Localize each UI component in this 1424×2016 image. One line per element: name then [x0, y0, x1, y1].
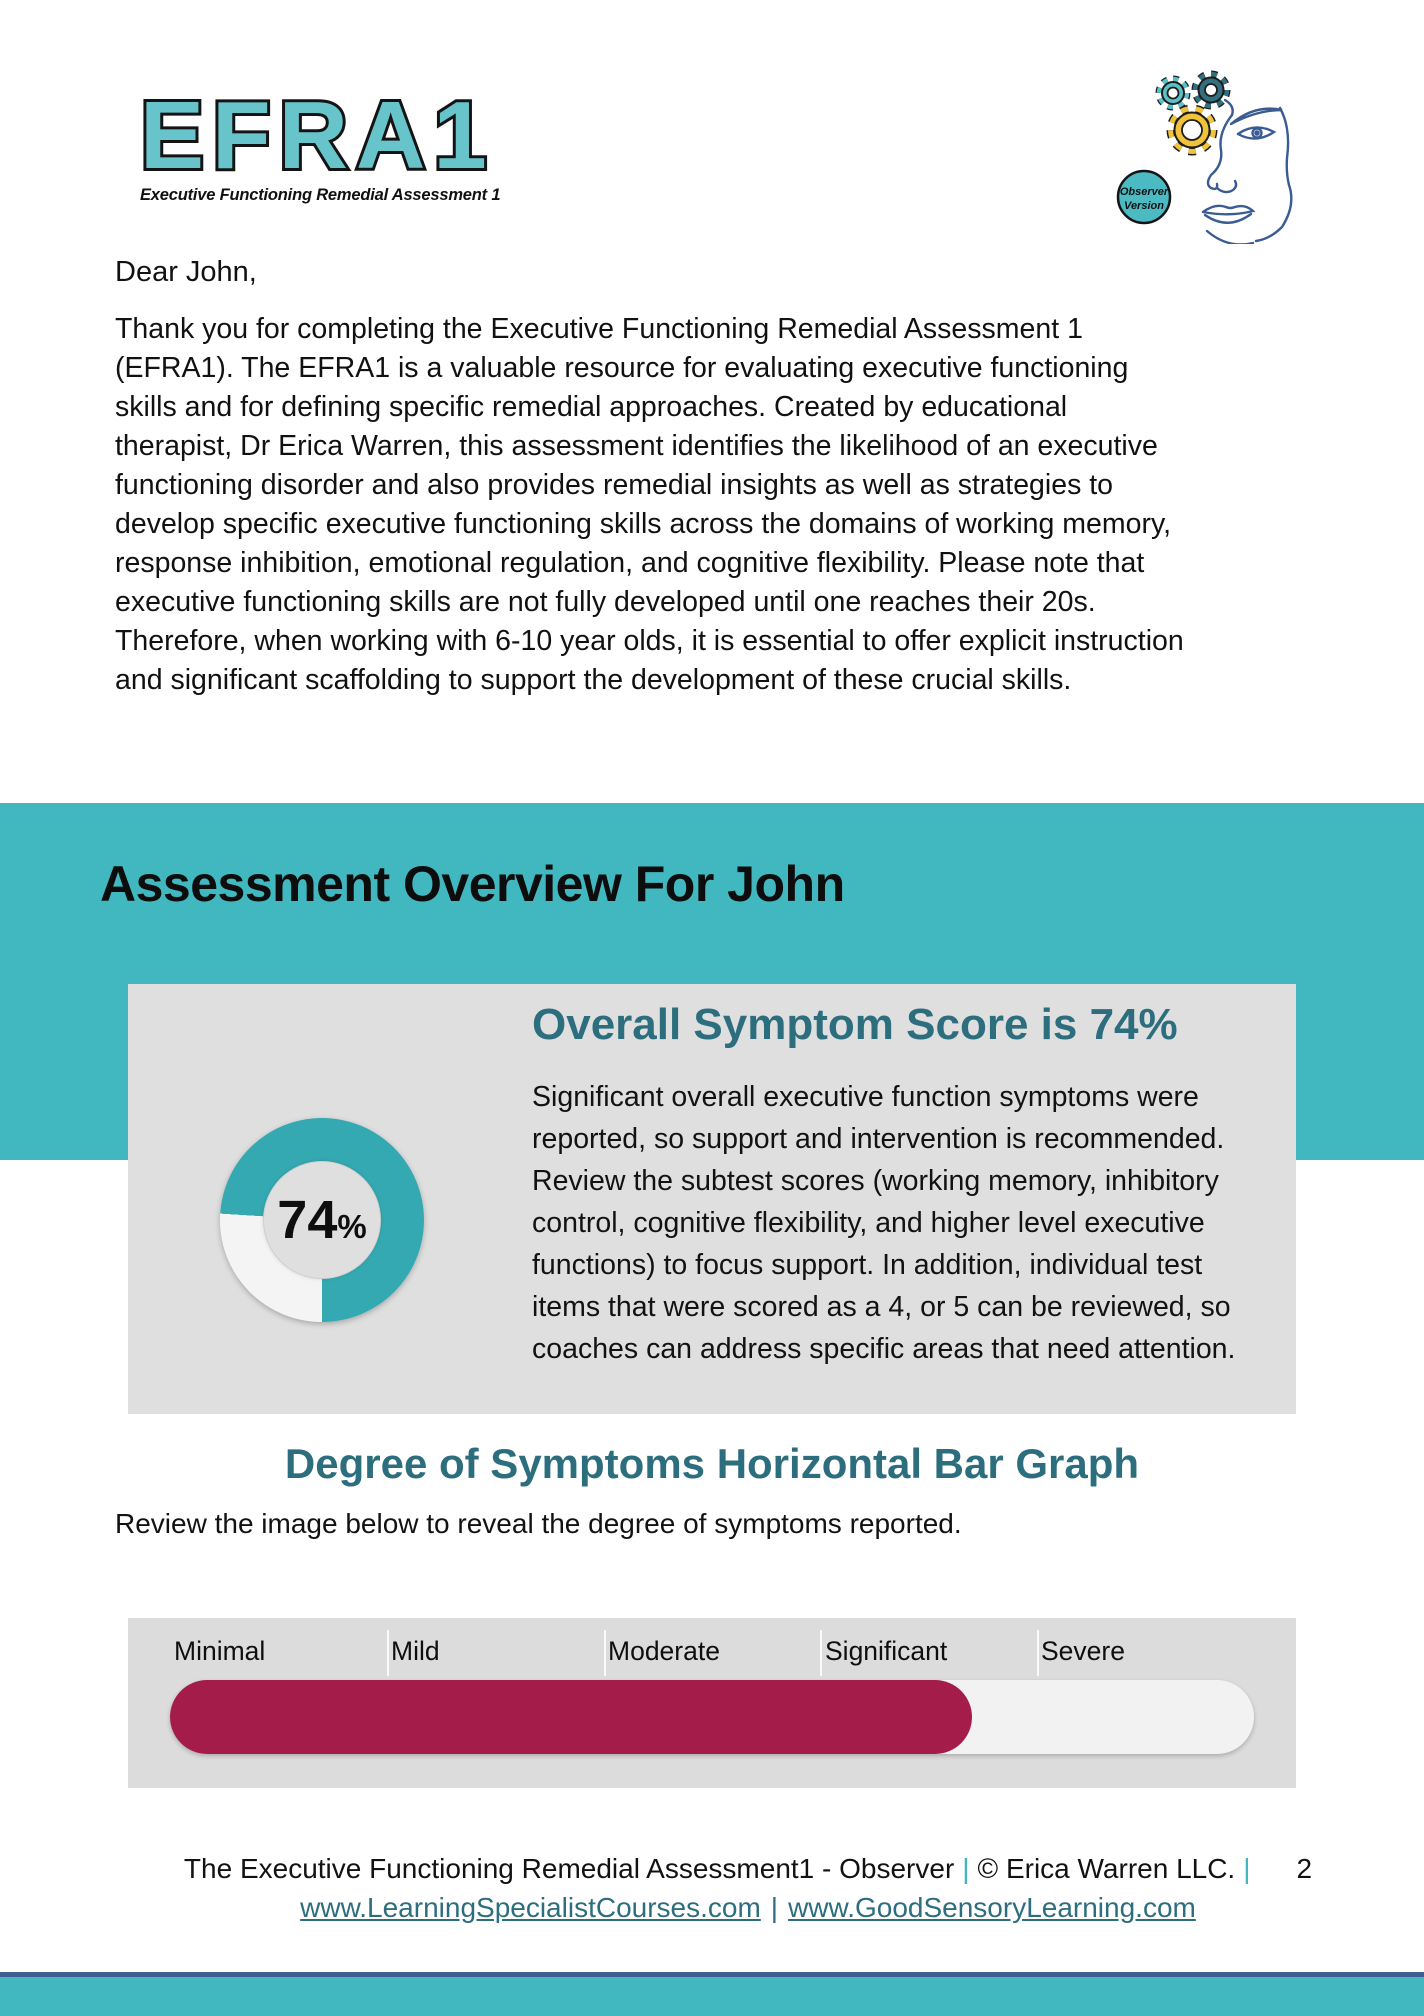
bar-scale-label-moderate: Moderate — [608, 1636, 720, 1666]
bar-graph-caption: Review the image below to reveal the degree of symptoms reported. — [115, 1508, 962, 1539]
efra1-logo-title: EFRA1 — [140, 82, 495, 189]
intro-paragraph: Thank you for completing the Executive Functioning Remedial Assessment 1 (EFRA1). The EFRA1 is a valuable resource for evaluating executive functioning skills and for defining specific remedial approaches. Created by educational therapist, Dr Erica Warren, this assessment identifies the likelihood of an executive functioning disorder and also provides remedial insights as well as strategies to develop specific executive functioning skills across the domains of working memory, response inhibition, emotional regulation, and cognitive flexibility. Please note that executive functioning skills are not fully developed until one reaches their 20s. Therefore, when working with 6-10 year olds, it is essential to offer explicit instruction and significant scaffolding to support the development of these crucial skills. — [115, 313, 1184, 696]
donut-percent-sign: % — [337, 1208, 367, 1245]
efra1-logo-subtitle: Executive Functioning Remedial Assessment 1 — [140, 186, 501, 204]
gear-yellow-icon — [1171, 109, 1214, 152]
observer-version-badge — [1118, 171, 1170, 223]
good-sensory-learning-link[interactable]: www.GoodSensoryLearning.com — [788, 1892, 1196, 1923]
greeting-text: Dear John, — [115, 256, 257, 288]
bar-scale-label-severe: Severe — [1041, 1636, 1125, 1666]
bar-scale-divider — [1037, 1630, 1039, 1676]
learning-specialist-courses-link[interactable]: www.LearningSpecialistCourses.com — [300, 1892, 761, 1923]
footer-title: The Executive Functioning Remedial Assessment1 - Observer — [183, 1853, 955, 1884]
bar-graph-heading: Degree of Symptoms Horizontal Bar Graph — [284, 1440, 1140, 1487]
bar-fill — [170, 1680, 972, 1754]
donut-chart — [220, 1118, 424, 1322]
bar-scale-divider — [820, 1630, 822, 1676]
gear-teal-icon — [1159, 79, 1187, 107]
footer-copyright: © Erica Warren LLC. — [977, 1853, 1236, 1884]
overall-score-heading: Overall Symptom Score is 74% — [532, 1000, 1178, 1049]
bar-scale-label-significant: Significant — [825, 1636, 948, 1666]
donut-center — [263, 1161, 381, 1279]
section-title: Assessment Overview For John — [100, 856, 845, 912]
gear-dark-icon — [1195, 74, 1227, 106]
badge-line1: Observer — [1119, 186, 1169, 198]
bottom-teal-bar — [0, 1977, 1424, 2016]
bar-scale-divider — [387, 1630, 389, 1676]
bar-scale-label-mild: Mild — [391, 1636, 440, 1666]
bar-scale-label-minimal: Minimal — [174, 1636, 266, 1666]
brand-face-gears-logo — [1075, 48, 1331, 244]
footer-links-separator: | — [770, 1892, 779, 1923]
donut-value: 74 — [277, 1190, 338, 1250]
overall-score-card — [128, 984, 1296, 1414]
degree-bar-chart — [128, 1618, 1296, 1788]
efra1-logo — [140, 82, 501, 205]
badge-line2: Version — [1124, 200, 1164, 212]
footer-line — [132, 1853, 1364, 1885]
footer-links — [132, 1892, 1364, 1924]
face-line-art-icon — [1203, 100, 1291, 244]
bar-track — [170, 1680, 1254, 1754]
page-number: 2 — [1296, 1853, 1313, 1884]
overall-score-description: Significant overall executive function symptoms were reported, so support and intervention is recommended. Review the subtest scores (working memory, inhibitory control, cognitive flexibility, and higher level executive functions) to focus support. In addition, individual test items that were scored as a 4, or 5 can be reviewed, so coaches can address specific areas that need attention. — [532, 1081, 1236, 1365]
footer-separator: | — [962, 1853, 970, 1884]
bar-scale-divider — [604, 1630, 606, 1676]
footer-separator: | — [1243, 1853, 1251, 1884]
